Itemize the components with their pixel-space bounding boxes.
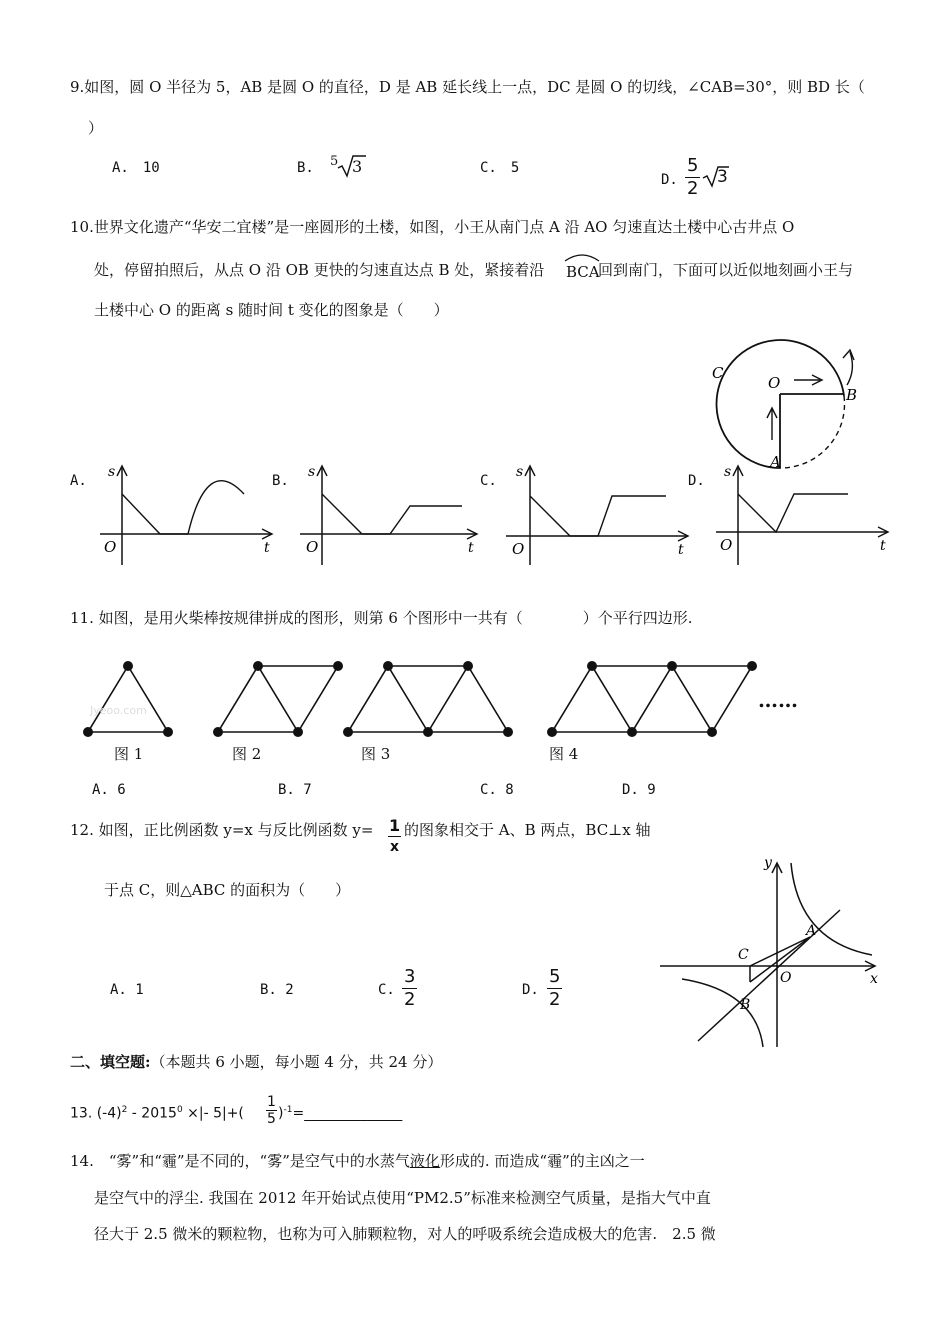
- q14-line1: [70, 1151, 645, 1171]
- origin-label: O: [306, 538, 319, 556]
- origin-label: O: [512, 540, 525, 558]
- q12-frac-num: 1: [389, 816, 401, 835]
- q12-line1b: 的图象相交于 A、B 两点，BC⊥x 轴: [404, 821, 651, 839]
- q10-line3: 土楼中心 O 的距离 s 随时间 t 变化的图象是（ ）: [94, 301, 449, 319]
- q13-part4: ): [278, 1105, 284, 1122]
- q9-option-a: A. 10: [112, 160, 160, 176]
- q12-option-d-label: D.: [522, 982, 539, 998]
- point-c-label: C: [738, 947, 749, 963]
- q13-exp1: 2: [121, 1105, 128, 1115]
- q11-ellipsis: ……: [758, 688, 798, 712]
- q12-option-d-fraction: [547, 966, 562, 1011]
- q10-graph-b: [292, 460, 492, 570]
- q14-line1-underlined: 液化: [409, 1152, 440, 1170]
- q11-caption-1: 图 1: [114, 745, 144, 763]
- q9-option-d-radicand: 3: [717, 167, 728, 187]
- origin-label: O: [720, 536, 733, 554]
- axis-s-label: s: [516, 464, 524, 480]
- q9-option-b-label: B.: [297, 160, 314, 176]
- q12-option-c-label: C.: [378, 982, 395, 998]
- q10-graph-d-label: D.: [688, 473, 705, 489]
- axis-t-label: t: [468, 540, 474, 556]
- jyeoo-watermark: Jyeoo.com: [90, 704, 147, 717]
- q9-option-d-num: 5: [687, 155, 699, 176]
- q11-caption-2: 图 2: [232, 745, 262, 763]
- q13-exp3: -1: [283, 1105, 293, 1115]
- q12-option-c-fraction: [402, 966, 417, 1011]
- q12-option-c-den: 2: [404, 989, 416, 1010]
- q13-part1: (-4): [96, 1105, 122, 1122]
- origin-label: O: [104, 538, 117, 556]
- q11-option-b: B. 7: [278, 782, 312, 798]
- q13-exp2: 0: [176, 1105, 183, 1115]
- q11-option-a: A. 6: [92, 782, 126, 798]
- q11-option-c: C. 8: [480, 782, 514, 798]
- q10-line2b: 回到南门，下面可以近似地刻画小王与: [598, 261, 854, 279]
- q11-option-d: D. 9: [622, 782, 656, 798]
- axis-s-label: s: [724, 464, 732, 480]
- q11-caption-4: 图 4: [549, 745, 579, 763]
- axis-s-label: s: [308, 464, 316, 480]
- q11-caption-3: 图 3: [361, 745, 391, 763]
- q12-option-b: B. 2: [260, 982, 294, 998]
- section-2-heading: [70, 1052, 442, 1072]
- q14-line1b: 形成的. 而造成“霾”的主凶之一: [439, 1152, 645, 1170]
- q11-text: 11. 如图，是用火柴棒按规律拼成的图形，则第 6 个图形中一共有（ ）个平行四边形.: [70, 609, 693, 627]
- q10-tulou-diagram: [700, 330, 880, 475]
- q12-option-c-num: 3: [404, 966, 416, 987]
- q13-fraction: [266, 1094, 277, 1127]
- q13-part2: - 2015: [131, 1105, 177, 1122]
- q13-expression-tail: [278, 1100, 402, 1124]
- q12-function-graph: [660, 855, 885, 1050]
- q12-inline-fraction: [388, 816, 401, 857]
- q10-graph-a: [92, 460, 292, 570]
- axis-t-label: t: [264, 540, 270, 556]
- q13-answer-blank[interactable]: ______________: [304, 1105, 403, 1122]
- axis-y-label: y: [764, 855, 772, 871]
- q12-line2: 于点 C，则△ABC 的面积为（ ）: [104, 881, 351, 899]
- q9-text-cont: ）: [88, 119, 104, 137]
- q13-expression: [70, 1100, 244, 1124]
- q13-label: 13.: [70, 1105, 93, 1122]
- point-b-label: B: [846, 386, 858, 404]
- section-2-title: 二、填空题:: [70, 1053, 151, 1071]
- origin-label: O: [780, 970, 792, 986]
- q10-graph-a-label: A.: [70, 473, 87, 489]
- q9-option-d-den: 2: [687, 178, 699, 199]
- q10-line2a: 处，停留拍照后，从点 O 沿 OB 更快的匀速直达点 B 处，紧接着沿: [94, 261, 545, 279]
- point-b-label: B: [740, 997, 751, 1013]
- q12-option-d-num: 5: [549, 966, 561, 987]
- q12-option-a: A. 1: [110, 982, 144, 998]
- q10-arc-label: BCA: [566, 263, 600, 281]
- q12-option-d-den: 2: [549, 989, 561, 1010]
- point-c-label: C: [712, 364, 724, 382]
- q13-frac-den: 5: [267, 1111, 276, 1127]
- q14-line3: 径大于 2.5 微米的颗粒物，也称为可入肺颗粒物，对人的呼吸系统会造成极大的危害. 2.5 微: [94, 1225, 716, 1243]
- q9-option-c: C. 5: [480, 160, 520, 176]
- q9-option-d-fraction: [685, 155, 700, 200]
- arc-symbol-icon: [563, 252, 601, 262]
- q10-graph-c: [498, 460, 698, 570]
- section-2-note: （本题共 6 小题，每小题 4 分，共 24 分）: [150, 1053, 443, 1071]
- q13-part5: =: [292, 1105, 305, 1122]
- q9-option-b-coef: 5: [330, 154, 339, 169]
- q13-part3: ×|- 5|+(: [187, 1105, 244, 1122]
- q10-line1: 10.世界文化遗产“华安二宜楼”是一座圆形的土楼，如图，小王从南门点 A 沿 AO 匀速直达土楼中心古井点 O: [70, 218, 795, 236]
- q14-line1a: 14. “雾”和“霾”是不同的，“雾”是空气中的水蒸气: [70, 1152, 410, 1170]
- q12-frac-den: x: [390, 839, 400, 855]
- q10-graph-d: [708, 460, 908, 570]
- point-a-label: A: [806, 923, 817, 939]
- axis-s-label: s: [108, 464, 116, 480]
- q9-option-b-radicand: 3: [352, 157, 363, 176]
- point-a-label: A: [770, 453, 781, 471]
- q13-frac-num: 1: [267, 1094, 276, 1110]
- q9-text: 9.如图，圆 O 半径为 5，AB 是圆 O 的直径，D 是 AB 延长线上一点，DC 是圆 O 的切线，∠CAB=30°，则 BD 长（: [70, 78, 865, 96]
- q10-graph-c-label: C.: [480, 473, 497, 489]
- q12-line1a: 12. 如图，正比例函数 y=x 与反比例函数 y=: [70, 821, 374, 839]
- axis-t-label: t: [678, 542, 684, 558]
- point-o-label: O: [768, 374, 781, 392]
- axis-t-label: t: [880, 538, 886, 554]
- q11-matchstick-figures: [70, 650, 830, 750]
- axis-x-label: x: [870, 971, 878, 987]
- q14-line2: 是空气中的浮尘. 我国在 2012 年开始试点使用“PM2.5”标准来检测空气质量，是指大气中直: [94, 1189, 711, 1207]
- q9-option-d-label: D.: [661, 172, 678, 188]
- q10-graph-b-label: B.: [272, 473, 289, 489]
